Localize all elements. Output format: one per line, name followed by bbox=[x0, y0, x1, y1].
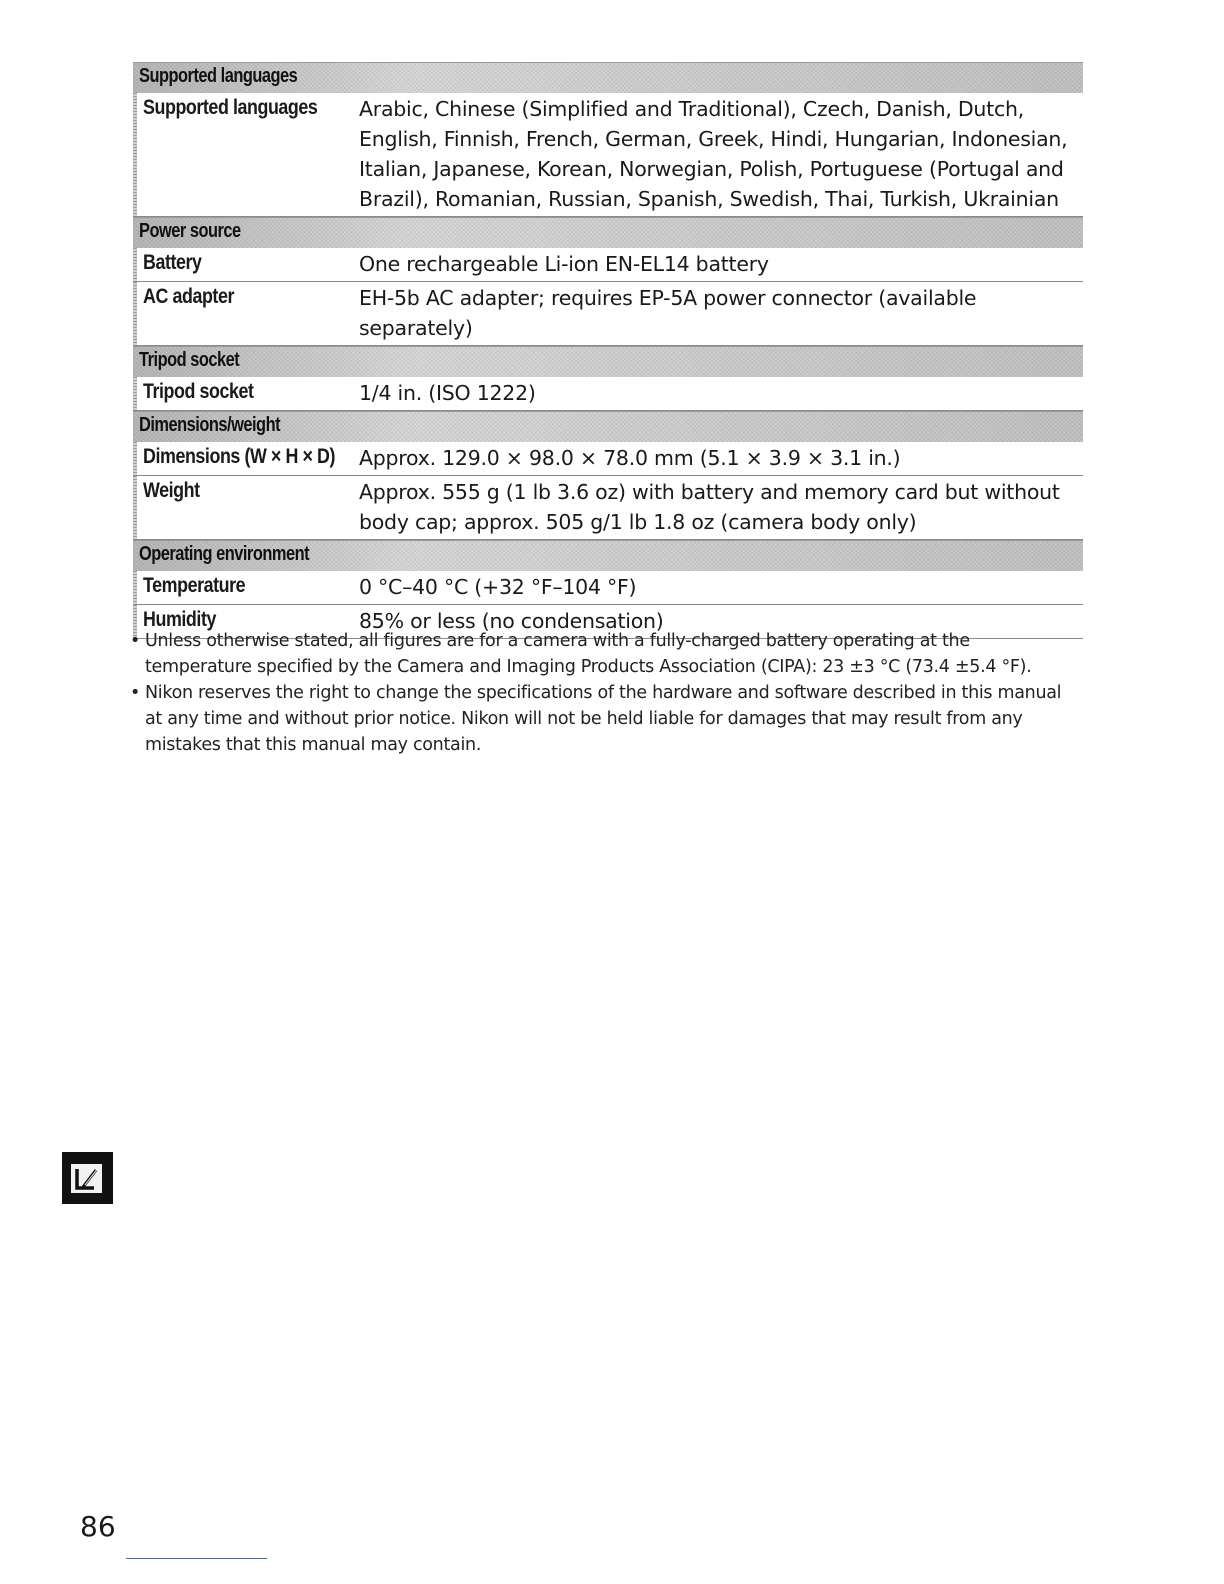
spec-label-text: Tripod socket bbox=[143, 380, 254, 403]
spec-label-text: Humidity bbox=[143, 608, 216, 631]
section-header bbox=[133, 540, 1083, 571]
note-item: • Unless otherwise stated, all figures are for a camera with a fully-charged battery operating at the temperature specified by the Camera and Imaging Products Association (CIPA): 23 ±3 °C (73.4 ±5.4 °F). bbox=[130, 628, 1080, 680]
spec-value: One rechargeable Li-ion EN-EL14 battery bbox=[359, 252, 769, 276]
spec-value: EH-5b AC adapter; requires EP-5A power connector (available separately) bbox=[359, 286, 977, 340]
spec-row bbox=[133, 93, 1083, 217]
note-item: • Nikon reserves the right to change the specifications of the hardware and software described in this manual at any time and without prior notice. Nikon will not be held liable for damages that may result from any mistakes that this manual may contain. bbox=[130, 680, 1080, 758]
spec-label bbox=[133, 248, 353, 281]
section-title: Power source bbox=[139, 220, 241, 242]
section-title: Supported languages bbox=[139, 65, 298, 87]
spec-label-text: Weight bbox=[143, 479, 200, 502]
section-title: Tripod socket bbox=[139, 349, 240, 371]
spec-label bbox=[133, 377, 353, 410]
section-title: Operating environment bbox=[139, 543, 310, 565]
spec-value: 85% or less (no condensation) bbox=[359, 609, 664, 633]
spec-label-text: Supported languages bbox=[143, 96, 318, 119]
spec-value: Arabic, Chinese (Simplified and Traditional), Czech, Danish, Dutch, English, Finnish, French, German, Greek, Hindi, Hungarian, Indonesian, Italian, Japanese, Korean, Norwegian, Polish, Portuguese (Portugal and Brazil), Romanian, Russian, Spanish, Swedish, Thai, Turkish, Ukrainian bbox=[359, 97, 1068, 211]
spec-value: 1/4 in. (ISO 1222) bbox=[359, 381, 536, 405]
spec-label bbox=[133, 571, 353, 604]
spec-row bbox=[133, 476, 1083, 540]
page-rule bbox=[126, 1558, 267, 1559]
spec-row bbox=[133, 248, 1083, 282]
spec-row bbox=[133, 377, 1083, 411]
notes-list bbox=[130, 628, 1080, 758]
spec-value: Approx. 555 g (1 lb 3.6 oz) with battery and memory card but without body cap; approx. 505 g/1 lb 1.8 oz (camera body only) bbox=[359, 480, 1060, 534]
section-header bbox=[133, 217, 1083, 248]
page-number: 86 bbox=[80, 1510, 116, 1543]
spec-label-text: Temperature bbox=[143, 574, 246, 597]
spec-label bbox=[133, 442, 353, 475]
section-header bbox=[133, 411, 1083, 442]
spec-row bbox=[133, 571, 1083, 605]
specifications-table bbox=[133, 62, 1083, 639]
spec-value: Approx. 129.0 × 98.0 × 78.0 mm (5.1 × 3.9 × 3.1 in.) bbox=[359, 446, 901, 470]
spec-label bbox=[133, 476, 353, 539]
spec-label bbox=[133, 93, 353, 216]
spec-row bbox=[133, 282, 1083, 346]
spec-label-text: AC adapter bbox=[143, 285, 234, 308]
spec-label bbox=[133, 282, 353, 345]
section-title: Dimensions/weight bbox=[139, 414, 281, 436]
section-header bbox=[133, 62, 1083, 93]
spec-label-text: Battery bbox=[143, 251, 202, 274]
spec-row bbox=[133, 442, 1083, 476]
technical-notes-tab-icon bbox=[62, 1152, 113, 1204]
spec-value: 0 °C–40 °C (+32 °F–104 °F) bbox=[359, 575, 637, 599]
section-header bbox=[133, 346, 1083, 377]
spec-label-text: Dimensions (W × H × D) bbox=[143, 445, 335, 468]
